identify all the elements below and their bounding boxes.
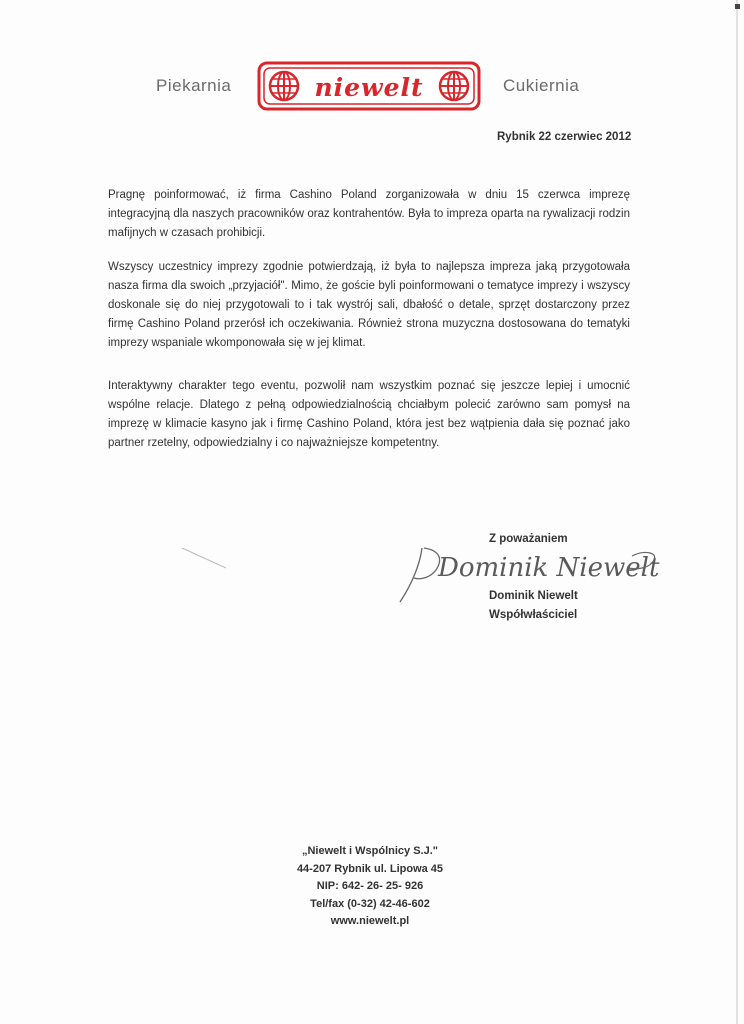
header-left-label: Piekarnia [156, 76, 232, 95]
body-paragraph-1: Pragnę poinformować, iż firma Cashino Poland zorganizowała w dniu 15 czerwca imprezę integracyjną dla naszych pracowników oraz kontrahentów. Była to impreza oparta na rywalizacji rodzin mafijnych w czasach prohibicji. [108, 189, 630, 239]
letter-date: Rybnik 22 czerwiec 2012 [497, 131, 632, 143]
footer-nip: NIP: 642- 26- 25- 926 [316, 880, 424, 892]
footer-address: 44-207 Rybnik ul. Lipowa 45 [296, 862, 444, 875]
footer-contact [240, 843, 500, 931]
closing-salutation: Z poważaniem [489, 533, 568, 545]
scan-mark [735, 4, 740, 9]
body-paragraph-2: Wszyscy uczestnicy imprezy zgodnie potwierdzają, iż była to najlepsza impreza jaką przygotowała nasza firma dla swoich „przyjaciół". Mimo, że goście byli poinformowani o tematyce imprezy i wszyscy doskonale się do niej przygotowali to i tak wystrój sali, dbałość o detale, sprzęt dostarczony przez firmę Cashino Poland przerósł ich oczekiwania. Również strona muzyczna dostosowana do tematyki imprezy wspaniale wkomponowała się w jej klimat. [108, 261, 630, 349]
footer-phone: Tel/fax (0-32) 42-46-602 [310, 897, 430, 910]
footer-website[interactable]: www.niewelt.pl [330, 915, 410, 927]
signatory-title: Współwłaściciel [489, 609, 578, 621]
logo-wordmark: niewelt [314, 73, 424, 102]
svg-text:Dominik Niewelt: Dominik Niewelt [438, 553, 660, 583]
header-right-label: Cukiernia [503, 76, 580, 95]
scan-stroke [180, 546, 230, 570]
globe-icon [440, 72, 468, 100]
footer-company: „Niewelt i Wspólnicy S.J." [301, 845, 439, 857]
signatory-name: Dominik Niewelt [489, 590, 578, 602]
body-paragraph-3: Interaktywny charakter tego eventu, pozwolił nam wszystkim poznać się jeszcze lepiej i umocnić wspólne relacje. Dlatego z pełną odpowiedzialnością chciałbym polecić zarówno sam pomysł na imprezę w klimacie kasyno jak i firmę Cashino Poland, która jest bez wątpienia dała się poznać jako partner rzetelny, odpowiedzialny i co najważniejsze kompetentny. [108, 380, 630, 449]
niewelt-logo [256, 60, 482, 112]
globe-icon [270, 72, 298, 100]
scan-edge [736, 0, 738, 1024]
